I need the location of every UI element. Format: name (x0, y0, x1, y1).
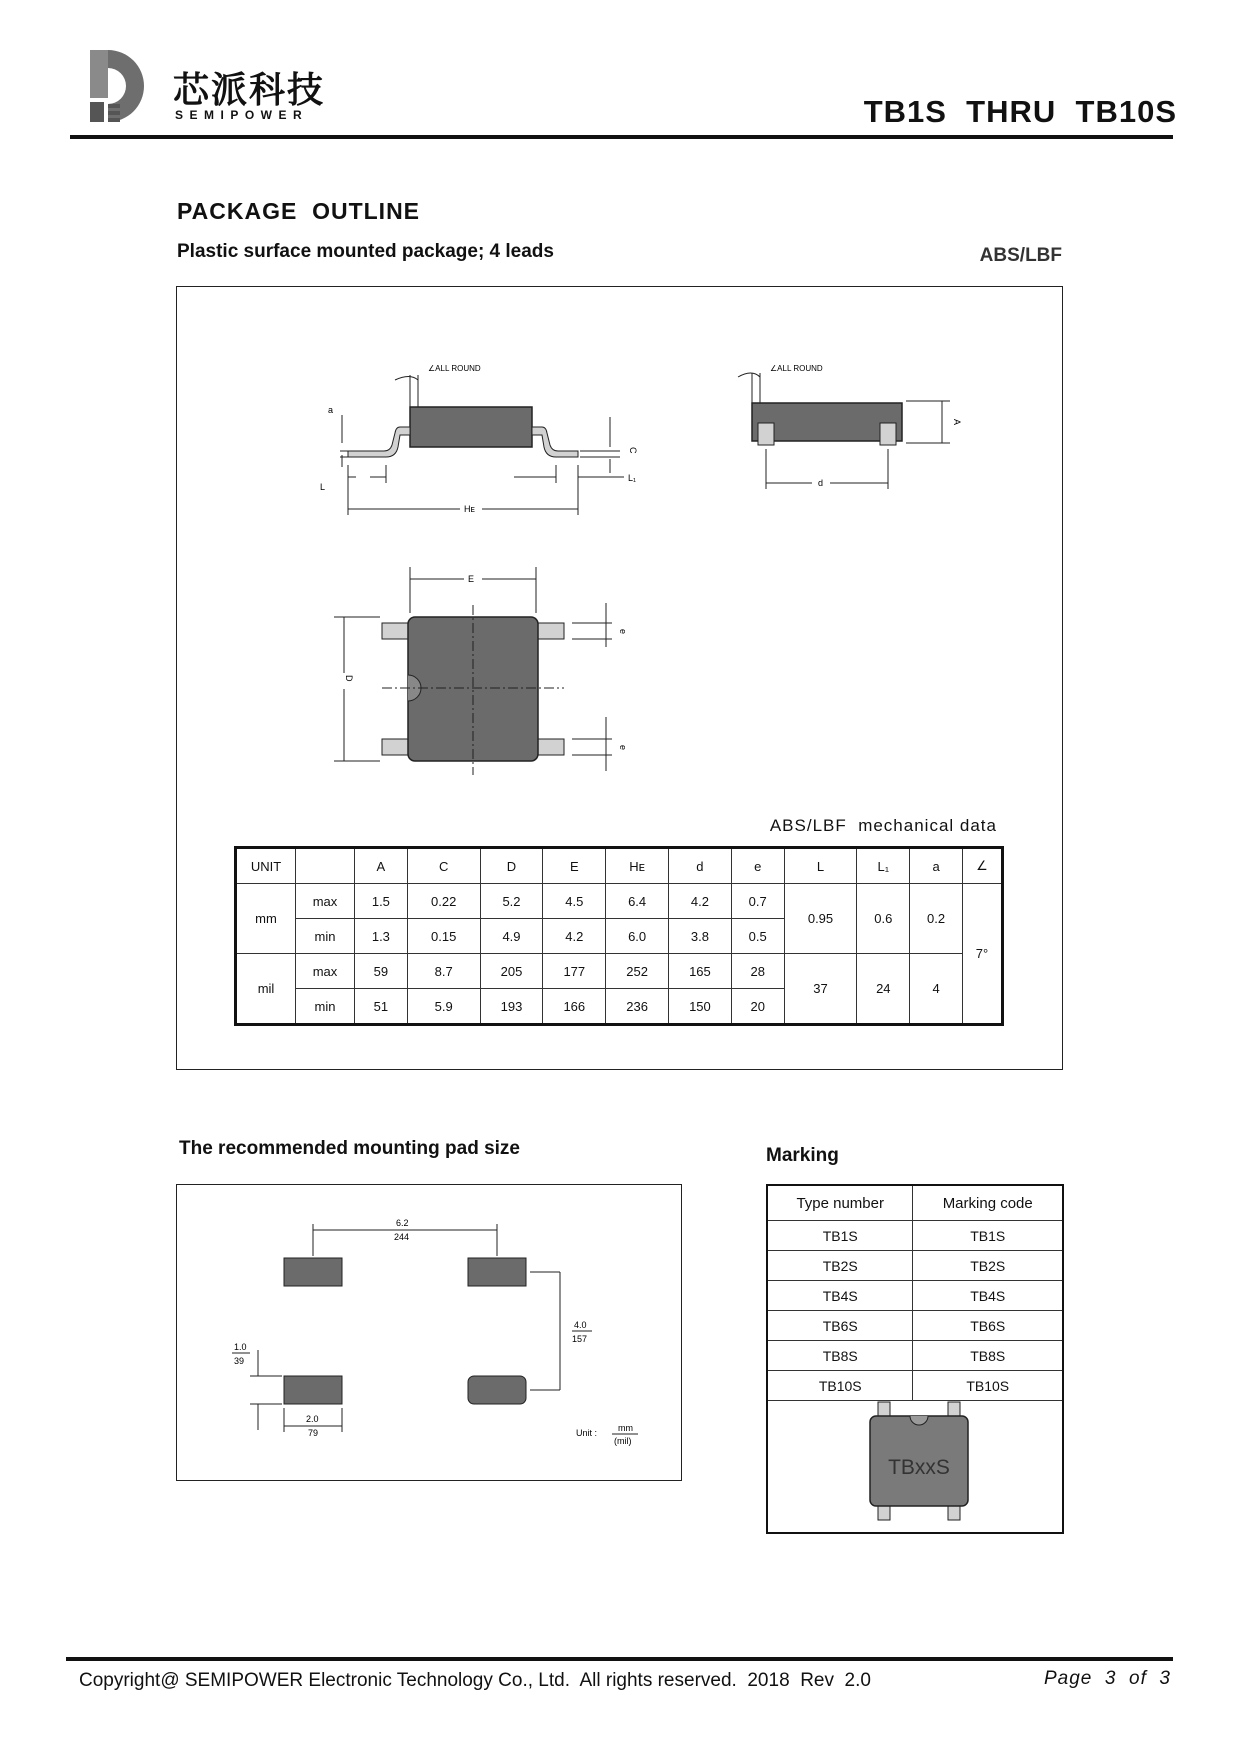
value-cell: 4.9 (480, 919, 543, 954)
dim-he-label: Hᴇ (464, 504, 475, 514)
value-cell: 0.7 (731, 884, 784, 919)
all-round-label-2: ∠ALL ROUND (770, 364, 823, 373)
dim-e-label-2: e (618, 745, 628, 751)
dim-l1-label: L₁ (628, 473, 637, 483)
marked-chip-drawing (864, 1398, 974, 1528)
type-cell: TB4S (768, 1281, 913, 1311)
table-header-cell: L₁ (857, 848, 910, 884)
value-cell: 5.9 (407, 989, 480, 1025)
angle-cell: 7° (962, 884, 1002, 1025)
value-cell: 0.15 (407, 919, 480, 954)
pad-dim-20: 2.0 (306, 1414, 319, 1424)
value-cell: 0.5 (731, 919, 784, 954)
table-header-row (768, 1186, 1062, 1221)
type-cell: TB6S (768, 1311, 913, 1341)
table-header-cell: E (543, 848, 606, 884)
mechanical-data-table (234, 846, 1004, 1026)
mounting-pad-drawing (210, 1210, 650, 1470)
code-cell: TB8S (913, 1341, 1062, 1371)
value-cell: 0.6 (857, 884, 910, 954)
table-header-cell (296, 848, 355, 884)
all-round-label: ∠ALL ROUND (428, 364, 481, 373)
table-row (768, 1371, 1062, 1401)
table-header-cell: Hᴇ (606, 848, 669, 884)
document-title: TB1S THRU TB10S (863, 94, 1177, 129)
value-cell: 3.8 (669, 919, 732, 954)
value-cell: 193 (480, 989, 543, 1025)
value-cell: 28 (731, 954, 784, 989)
value-cell: 252 (606, 954, 669, 989)
value-cell: 5.2 (480, 884, 543, 919)
package-top-view (320, 565, 640, 785)
value-cell: 177 (543, 954, 606, 989)
section-heading-mounting-pad: The recommended mounting pad size (179, 1138, 520, 1159)
unit-label: Unit : (576, 1428, 598, 1438)
unit-cell: mil (236, 954, 296, 1025)
table-row (768, 1341, 1062, 1371)
table-header-cell: a (910, 848, 963, 884)
code-cell: TB10S (913, 1371, 1062, 1401)
table-row (768, 1281, 1062, 1311)
code-cell: TB2S (913, 1251, 1062, 1281)
table-row (768, 1221, 1062, 1251)
section-heading-marking: Marking (766, 1145, 839, 1166)
section-heading-package-outline: PACKAGE OUTLINE (177, 198, 421, 224)
value-cell: 6.4 (606, 884, 669, 919)
type-cell: TB2S (768, 1251, 913, 1281)
table-header-cell: ∠ (962, 848, 1002, 884)
dim-A-label: A (952, 419, 962, 426)
pad-dim-62: 6.2 (396, 1218, 409, 1228)
page-number: Page 3 of 3 (1043, 1668, 1171, 1689)
code-cell: TB6S (913, 1311, 1062, 1341)
col-code-header: Marking code (913, 1186, 1062, 1221)
code-cell: TB1S (913, 1221, 1062, 1251)
dim-e-label: e (618, 629, 628, 635)
dim-c-label: C (628, 447, 638, 454)
value-cell: 1.5 (355, 884, 408, 919)
value-cell: 51 (355, 989, 408, 1025)
value-cell: 150 (669, 989, 732, 1025)
dim-l-label: L (320, 482, 326, 492)
value-cell: 6.0 (606, 919, 669, 954)
value-cell: 4.2 (669, 884, 732, 919)
code-cell: TB4S (913, 1281, 1062, 1311)
row-label-cell: max (296, 884, 355, 919)
table-header-cell: A (355, 848, 408, 884)
row-label-cell: max (296, 954, 355, 989)
table-header-cell: e (731, 848, 784, 884)
pad-dim-39: 39 (234, 1356, 245, 1366)
row-label-cell: min (296, 989, 355, 1025)
type-cell: TB10S (768, 1371, 913, 1401)
value-cell: 59 (355, 954, 408, 989)
table-row (768, 1251, 1062, 1281)
dim-a-label: a (328, 405, 334, 415)
value-cell: 166 (543, 989, 606, 1025)
value-cell: 37 (784, 954, 857, 1025)
value-cell: 236 (606, 989, 669, 1025)
package-description: Plastic surface mounted package; 4 leads (177, 241, 554, 262)
dim-E-label: E (468, 574, 475, 584)
pad-dim-40: 4.0 (574, 1320, 587, 1330)
pad-dim-10: 1.0 (234, 1342, 247, 1352)
table-header-cell: C (407, 848, 480, 884)
pad-dim-157: 157 (572, 1334, 588, 1344)
header-rule (70, 135, 1173, 139)
row-label-cell: min (296, 919, 355, 954)
mechanical-data-title: ABS/LBF mechanical data (769, 816, 997, 835)
value-cell: 165 (669, 954, 732, 989)
unit-cell: mm (236, 884, 296, 954)
company-name-cn: 芯派科技 (173, 70, 326, 111)
company-name-en: SEMIPOWER (175, 108, 309, 122)
table-header-row (236, 848, 1003, 884)
unit-mm: mm (618, 1423, 633, 1433)
value-cell: 4.5 (543, 884, 606, 919)
table-header-cell: D (480, 848, 543, 884)
dim-D-label: D (344, 675, 354, 682)
value-cell: 8.7 (407, 954, 480, 989)
value-cell: 24 (857, 954, 910, 1025)
col-type-header: Type number (768, 1186, 913, 1221)
table-row (236, 954, 1003, 989)
pad-dim-79: 79 (308, 1428, 319, 1438)
copyright-text: Copyright@ SEMIPOWER Electronic Technology Co., Ltd. All rights reserved. 2018 Rev 2.0 (79, 1670, 871, 1691)
value-cell: 1.3 (355, 919, 408, 954)
type-cell: TB8S (768, 1341, 913, 1371)
package-side-view (300, 355, 650, 535)
table-row (236, 884, 1003, 919)
chip-marking-text: TBxxS (888, 1456, 950, 1479)
table-header-cell: UNIT (236, 848, 296, 884)
value-cell: 4 (910, 954, 963, 1025)
type-cell: TB1S (768, 1221, 913, 1251)
value-cell: 0.2 (910, 884, 963, 954)
table-header-cell: L (784, 848, 857, 884)
value-cell: 205 (480, 954, 543, 989)
footer-rule (66, 1657, 1173, 1661)
table-row (768, 1311, 1062, 1341)
package-code: ABS/LBF (979, 245, 1062, 266)
package-end-view (730, 355, 970, 505)
value-cell: 0.95 (784, 884, 857, 954)
value-cell: 20 (731, 989, 784, 1025)
pad-dim-244: 244 (394, 1232, 410, 1242)
marking-table (768, 1186, 1062, 1401)
unit-mil: (mil) (614, 1436, 632, 1446)
dim-d-label: d (818, 478, 824, 488)
table-header-cell: d (669, 848, 732, 884)
company-logo-mark (88, 48, 160, 124)
value-cell: 4.2 (543, 919, 606, 954)
value-cell: 0.22 (407, 884, 480, 919)
